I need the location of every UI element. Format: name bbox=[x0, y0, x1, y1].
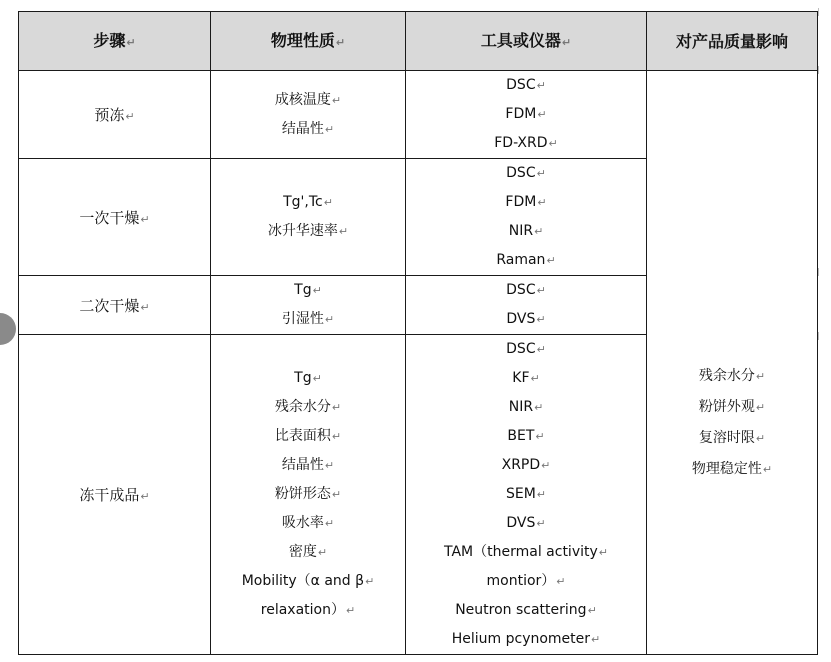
cell-line: 物理稳定性↵ bbox=[691, 460, 773, 477]
cell-line: Mobility（α and β↵ bbox=[241, 573, 375, 589]
header-impact: 对产品质量影响 bbox=[647, 12, 818, 71]
property-cell bbox=[211, 159, 406, 276]
cell-line: Neutron scattering↵ bbox=[455, 602, 597, 618]
ruler-tick bbox=[818, 66, 819, 74]
ruler-tick bbox=[818, 8, 819, 16]
cell-line: 复溶时限↵ bbox=[698, 429, 766, 446]
cell-line: montior）↵ bbox=[486, 573, 566, 589]
cell-line: DVS↵ bbox=[506, 515, 546, 531]
header-step: 步骤↵ bbox=[19, 12, 211, 71]
cell-line: FDM↵ bbox=[505, 194, 547, 210]
tool-cell bbox=[406, 335, 647, 655]
header-row bbox=[19, 12, 818, 71]
step-cell: 冻干成品↵ bbox=[19, 335, 211, 655]
cell-line: 粉饼形态↵ bbox=[274, 486, 342, 502]
cell-line: NIR↵ bbox=[508, 399, 544, 415]
cell-line: 引湿性↵ bbox=[281, 311, 335, 327]
table-body bbox=[19, 71, 818, 655]
cell-line: DVS↵ bbox=[506, 311, 546, 327]
cell-line: Tg↵ bbox=[294, 282, 322, 298]
freeze-drying-table bbox=[18, 11, 818, 655]
header-property: 物理性质↵ bbox=[211, 12, 406, 71]
cell-line: TAM（thermal activity↵ bbox=[444, 544, 608, 560]
cell-line: relaxation）↵ bbox=[260, 602, 356, 618]
ruler-tick bbox=[818, 268, 819, 276]
cell-line: 残余水分↵ bbox=[698, 367, 766, 384]
step-cell: 二次干燥↵ bbox=[19, 276, 211, 335]
step-cell: 一次干燥↵ bbox=[19, 159, 211, 276]
cell-line: FDM↵ bbox=[505, 106, 547, 122]
cell-line: 比表面积↵ bbox=[274, 428, 342, 444]
cell-line: 粉饼外观↵ bbox=[698, 398, 766, 415]
property-cell bbox=[211, 276, 406, 335]
impact-cell bbox=[647, 71, 818, 655]
cell-line: DSC↵ bbox=[506, 165, 546, 181]
cell-line: Raman↵ bbox=[496, 252, 556, 268]
cell-line: 成核温度↵ bbox=[274, 91, 342, 108]
cell-line: DSC↵ bbox=[506, 282, 546, 298]
cell-line: 冰升华速率↵ bbox=[267, 223, 349, 239]
cell-line: SEM↵ bbox=[505, 486, 547, 502]
header-tool: 工具或仪器↵ bbox=[406, 12, 647, 71]
cell-line: DSC↵ bbox=[506, 77, 546, 93]
cell-line: DSC↵ bbox=[506, 341, 546, 357]
step-cell: 预冻↵ bbox=[19, 71, 211, 159]
cell-line: KF↵ bbox=[512, 370, 540, 386]
cell-line: NIR↵ bbox=[508, 223, 544, 239]
cell-line: FD-XRD↵ bbox=[494, 135, 558, 151]
cell-line: Tg↵ bbox=[294, 370, 322, 386]
cell-line: 残余水分↵ bbox=[274, 399, 342, 415]
cell-line: 结晶性↵ bbox=[281, 120, 335, 137]
cell-line: 密度↵ bbox=[288, 544, 328, 560]
ruler-tick bbox=[818, 332, 819, 340]
cell-line: Tg',Tc↵ bbox=[283, 194, 333, 210]
tool-cell bbox=[406, 71, 647, 159]
tool-cell bbox=[406, 159, 647, 276]
cell-line: Helium pcynometer↵ bbox=[451, 631, 601, 647]
property-cell bbox=[211, 71, 406, 159]
cell-line: XRPD↵ bbox=[501, 457, 551, 473]
cell-line: 吸水率↵ bbox=[281, 515, 335, 531]
tool-cell bbox=[406, 276, 647, 335]
cell-line: 结晶性↵ bbox=[281, 457, 335, 473]
cell-line: BET↵ bbox=[507, 428, 545, 444]
property-cell bbox=[211, 335, 406, 655]
table-row bbox=[19, 71, 818, 159]
